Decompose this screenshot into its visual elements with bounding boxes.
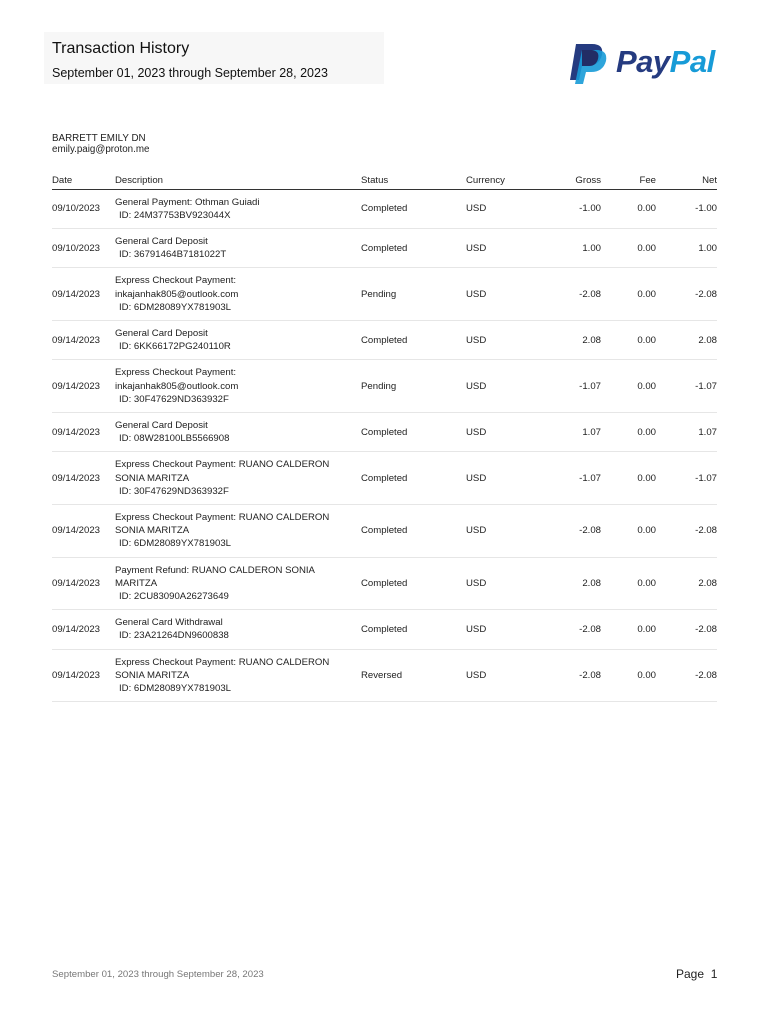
cell-status: Completed xyxy=(361,504,466,557)
cell-net: -1.07 xyxy=(656,360,717,413)
cell-gross: 1.00 xyxy=(541,228,601,267)
cell-status: Completed xyxy=(361,320,466,359)
cell-fee: 0.00 xyxy=(601,610,656,649)
cell-currency: USD xyxy=(466,268,541,321)
cell-description xyxy=(115,557,361,610)
page-title: Transaction History xyxy=(52,40,190,57)
cell-currency: USD xyxy=(466,649,541,702)
transaction-id: ID: 6DM28089YX781903L xyxy=(119,301,232,313)
cell-net: -2.08 xyxy=(656,610,717,649)
transaction-id: ID: 6DM28089YX781903L xyxy=(119,538,232,550)
description-line: Express Checkout Payment: xyxy=(115,275,237,287)
cell-description xyxy=(115,610,361,649)
table-row xyxy=(52,557,717,610)
cell-description xyxy=(115,189,361,228)
cell-status: Completed xyxy=(361,228,466,267)
cell-fee: 0.00 xyxy=(601,649,656,702)
description-line: inkajanhak805@outlook.com xyxy=(115,288,239,300)
cell-description xyxy=(115,360,361,413)
cell-fee: 0.00 xyxy=(601,320,656,359)
page-number xyxy=(676,967,717,981)
cell-currency: USD xyxy=(466,320,541,359)
table-row xyxy=(52,452,717,505)
cell-net: -1.00 xyxy=(656,189,717,228)
transaction-id: ID: 6DM28089YX781903L xyxy=(119,682,232,694)
cell-description xyxy=(115,268,361,321)
transaction-id: ID: 23A21264DN9600838 xyxy=(119,630,229,642)
cell-currency: USD xyxy=(466,452,541,505)
cell-fee: 0.00 xyxy=(601,189,656,228)
cell-fee: 0.00 xyxy=(601,557,656,610)
cell-net: -2.08 xyxy=(656,649,717,702)
cell-date: 09/10/2023 xyxy=(52,228,115,267)
column-header-currency: Currency xyxy=(466,171,541,189)
table-row xyxy=(52,189,717,228)
transaction-id: ID: 30F47629ND363932F xyxy=(119,485,229,497)
cell-description xyxy=(115,452,361,505)
cell-status: Completed xyxy=(361,610,466,649)
transaction-id: ID: 08W28100LB5566908 xyxy=(119,433,230,445)
cell-gross: -2.08 xyxy=(541,268,601,321)
cell-currency: USD xyxy=(466,610,541,649)
cell-status: Pending xyxy=(361,268,466,321)
cell-fee: 0.00 xyxy=(601,360,656,413)
date-range-subtitle: September 01, 2023 through September 28, 2023 xyxy=(52,66,328,80)
transaction-id: ID: 36791464B7181022T xyxy=(119,249,227,261)
cell-fee: 0.00 xyxy=(601,228,656,267)
description-line: Express Checkout Payment: xyxy=(115,367,237,379)
cell-description xyxy=(115,412,361,451)
description-line: General Card Withdrawal xyxy=(115,617,223,629)
description-line: General Card Deposit xyxy=(115,327,208,339)
cell-date: 09/14/2023 xyxy=(52,610,115,649)
account-name: BARRETT EMILY DN xyxy=(52,133,146,144)
column-header-date: Date xyxy=(52,171,115,189)
paypal-wordmark-pal: Pal xyxy=(669,44,715,79)
cell-currency: USD xyxy=(466,189,541,228)
cell-status: Completed xyxy=(361,452,466,505)
cell-fee: 0.00 xyxy=(601,412,656,451)
footer-date-range: September 01, 2023 through September 28, 2023 xyxy=(52,969,264,980)
table-row xyxy=(52,649,717,702)
table-row xyxy=(52,504,717,557)
cell-currency: USD xyxy=(466,360,541,413)
column-header-fee: Fee xyxy=(601,171,656,189)
description-line: SONIA MARITZA xyxy=(115,669,190,681)
column-header-gross: Gross xyxy=(541,171,601,189)
column-header-status: Status xyxy=(361,171,466,189)
cell-date: 09/14/2023 xyxy=(52,452,115,505)
cell-gross: -1.07 xyxy=(541,452,601,505)
paypal-wordmark xyxy=(616,44,715,80)
cell-net: 1.07 xyxy=(656,412,717,451)
table-row xyxy=(52,268,717,321)
page-label: Page xyxy=(676,967,705,981)
cell-gross: 2.08 xyxy=(541,557,601,610)
cell-gross: 2.08 xyxy=(541,320,601,359)
cell-net: -1.07 xyxy=(656,452,717,505)
cell-date: 09/14/2023 xyxy=(52,360,115,413)
table-row xyxy=(52,412,717,451)
cell-description xyxy=(115,228,361,267)
column-header-description: Description xyxy=(115,171,361,189)
cell-date: 09/14/2023 xyxy=(52,504,115,557)
description-line: Express Checkout Payment: RUANO CALDERON xyxy=(115,511,330,523)
cell-fee: 0.00 xyxy=(601,268,656,321)
table-row xyxy=(52,320,717,359)
cell-net: 2.08 xyxy=(656,557,717,610)
cell-currency: USD xyxy=(466,412,541,451)
cell-status: Reversed xyxy=(361,649,466,702)
transaction-id: ID: 2CU83090A26273649 xyxy=(119,590,229,602)
cell-date: 09/14/2023 xyxy=(52,412,115,451)
cell-gross: -2.08 xyxy=(541,504,601,557)
cell-gross: -1.00 xyxy=(541,189,601,228)
cell-description xyxy=(115,504,361,557)
cell-currency: USD xyxy=(466,504,541,557)
cell-date: 09/14/2023 xyxy=(52,320,115,359)
cell-gross: -1.07 xyxy=(541,360,601,413)
description-line: MARITZA xyxy=(115,577,158,589)
paypal-wordmark-pay: Pay xyxy=(616,44,670,79)
account-email: emily.paig@proton.me xyxy=(52,144,150,155)
description-line: General Card Deposit xyxy=(115,419,208,431)
cell-status: Completed xyxy=(361,189,466,228)
cell-date: 09/14/2023 xyxy=(52,557,115,610)
cell-net: -2.08 xyxy=(656,268,717,321)
page-number-value: 1 xyxy=(710,967,718,981)
transaction-id: ID: 30F47629ND363932F xyxy=(119,393,229,405)
cell-status: Completed xyxy=(361,412,466,451)
cell-gross: 1.07 xyxy=(541,412,601,451)
cell-date: 09/14/2023 xyxy=(52,268,115,321)
description-line: Payment Refund: RUANO CALDERON SONIA xyxy=(115,564,315,576)
cell-fee: 0.00 xyxy=(601,452,656,505)
cell-fee: 0.00 xyxy=(601,504,656,557)
description-line: inkajanhak805@outlook.com xyxy=(115,380,239,392)
cell-currency: USD xyxy=(466,557,541,610)
description-line: General Card Deposit xyxy=(115,235,208,247)
description-line: Express Checkout Payment: RUANO CALDERON xyxy=(115,656,330,668)
account-info xyxy=(52,133,149,155)
cell-status: Completed xyxy=(361,557,466,610)
table-row xyxy=(52,360,717,413)
table-header-row xyxy=(52,171,717,189)
cell-description xyxy=(115,649,361,702)
cell-date: 09/14/2023 xyxy=(52,649,115,702)
table-row xyxy=(52,610,717,649)
cell-gross: -2.08 xyxy=(541,610,601,649)
transaction-id: ID: 24M37753BV923044X xyxy=(119,209,231,221)
cell-currency: USD xyxy=(466,228,541,267)
cell-net: 2.08 xyxy=(656,320,717,359)
cell-description xyxy=(115,320,361,359)
description-line: Express Checkout Payment: RUANO CALDERON xyxy=(115,459,330,471)
transaction-id: ID: 6KK66172PG240110R xyxy=(119,341,231,353)
table-row xyxy=(52,228,717,267)
cell-net: -2.08 xyxy=(656,504,717,557)
column-header-net: Net xyxy=(656,171,717,189)
description-line: General Payment: Othman Guiadi xyxy=(115,196,260,208)
description-line: SONIA MARITZA xyxy=(115,525,190,537)
transactions-table xyxy=(52,171,717,702)
cell-gross: -2.08 xyxy=(541,649,601,702)
cell-net: 1.00 xyxy=(656,228,717,267)
cell-date: 09/10/2023 xyxy=(52,189,115,228)
cell-status: Pending xyxy=(361,360,466,413)
description-line: SONIA MARITZA xyxy=(115,472,190,484)
